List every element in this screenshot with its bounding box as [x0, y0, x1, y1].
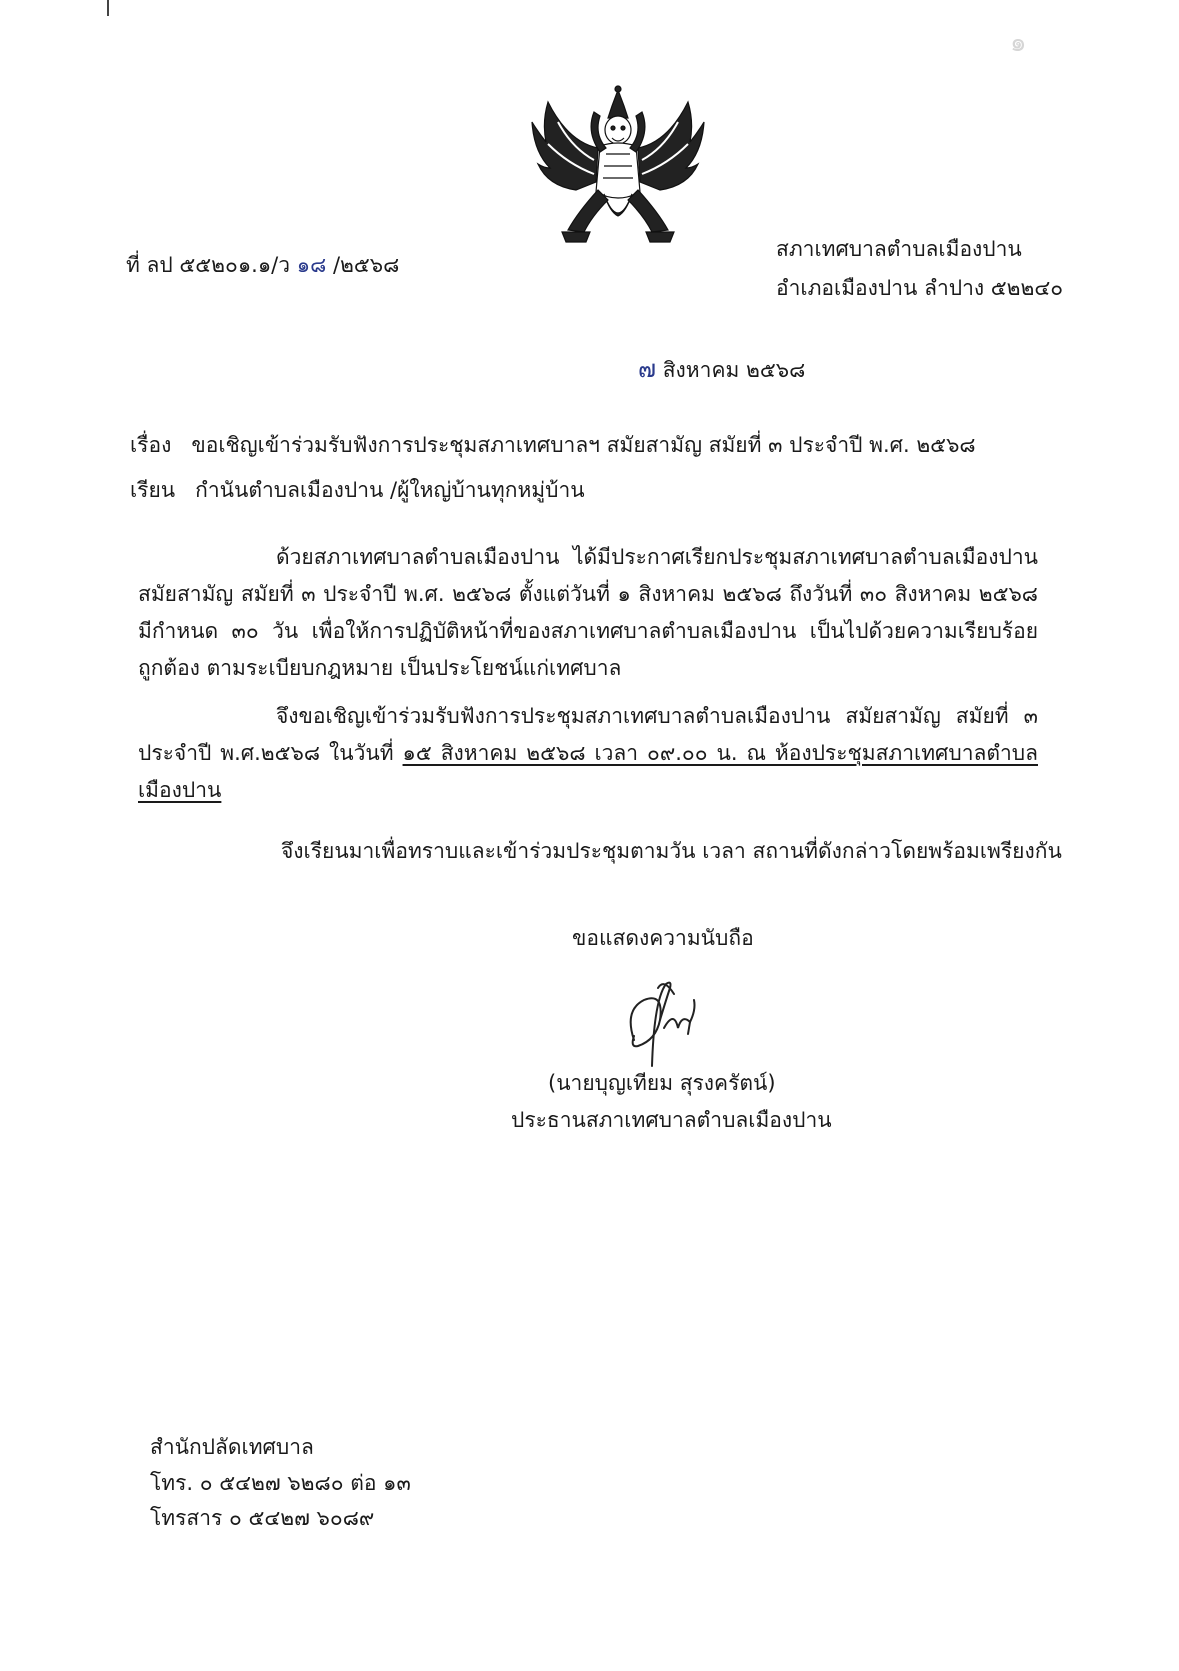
reference-suffix: /๒๕๖๘	[332, 253, 400, 277]
date-handwritten-day: ๗	[638, 355, 657, 383]
body-paragraph-3: จึงเรียนมาเพื่อทราบและเข้าร่วมประชุมตามวัน เวลา สถานที่ดังกล่าวโดยพร้อมเพรียงกัน	[281, 839, 1062, 863]
meeting-invite-text: จึงขอเชิญเข้าร่วมรับฟังการประชุมสภาเทศบาลตำบลเมืองปาน สมัยสามัญ สมัยที่ ๓ ประจำปี พ.ศ.๒๕๖๘ ในวันที่	[138, 704, 1038, 765]
body-paragraph-1: ด้วยสภาเทศบาลตำบลเมืองปาน ได้มีประกาศเรียกประชุมสภาเทศบาลตำบลเมืองปาน สมัยสามัญ สมัยที่ ๓ ประจำปี พ.ศ. ๒๕๖๘ ตั้งแต่วันที่ ๑ สิงหาคม ๒๕๖๘ ถึงวันที่ ๓๐ สิงหาคม ๒๕๖๘ มีกำหนด ๓๐ วัน เพื่อให้การปฏิบัติหน้าที่ของสภาเทศบาลตำบลเมืองปาน เป็นไปด้วยความเรียบร้อย ถูกต้อง ตามระเบียบกฎหมาย เป็นประโยชน์แก่เทศบาล	[138, 545, 1038, 680]
office-name: สภาเทศบาลตำบลเมืองปาน	[776, 237, 1022, 261]
reference-handwritten-number: ๑๘	[296, 253, 327, 277]
recipient-line	[130, 477, 585, 503]
office-address: อำเภอเมืองปาน ลำปาง ๕๒๒๔๐	[776, 276, 1064, 300]
recipient-label: เรียน	[130, 478, 176, 502]
handwritten-signature	[604, 970, 714, 1070]
signer-name: (นายบุญเทียม สุรงครัตน์)	[548, 1071, 776, 1095]
footer-phone: โทร. ๐ ๕๔๒๗ ๖๒๘๐ ต่อ ๑๓	[150, 1471, 411, 1495]
reference-number	[126, 252, 399, 278]
subject-label: เรื่อง	[130, 433, 172, 457]
scan-edge-mark	[107, 0, 109, 16]
date-month-year: สิงหาคม ๒๕๖๘	[662, 358, 806, 382]
meeting-date-location: ๑๕ สิงหาคม ๒๕๖๘ เวลา ๐๙.๐๐ น. ณ ห้องประชุมสภาเทศบาลตำบลเมืองปาน	[138, 741, 1038, 802]
footer-department: สำนักปลัดเทศบาล	[150, 1435, 314, 1459]
subject-line	[130, 432, 976, 458]
faint-page-mark: ๑	[1010, 28, 1027, 58]
recipient-text: กำนันตำบลเมืองปาน /ผู้ใหญ่บ้านทุกหมู่บ้าน	[195, 478, 585, 502]
reference-prefix: ที่ ลป ๕๕๒๐๑.๑/ว	[126, 253, 291, 277]
signer-position: ประธานสภาเทศบาลตำบลเมืองปาน	[511, 1108, 832, 1132]
subject-text: ขอเชิญเข้าร่วมรับฟังการประชุมสภาเทศบาลฯ สมัยสามัญ สมัยที่ ๓ ประจำปี พ.ศ. ๒๕๖๘	[191, 433, 976, 457]
garuda-emblem-icon	[528, 82, 708, 252]
letter-date	[638, 356, 805, 383]
closing-salutation: ขอแสดงความนับถือ	[572, 926, 754, 950]
body-paragraph-2	[138, 698, 1038, 809]
footer-fax: โทรสาร ๐ ๕๔๒๗ ๖๐๘๙	[150, 1506, 375, 1530]
